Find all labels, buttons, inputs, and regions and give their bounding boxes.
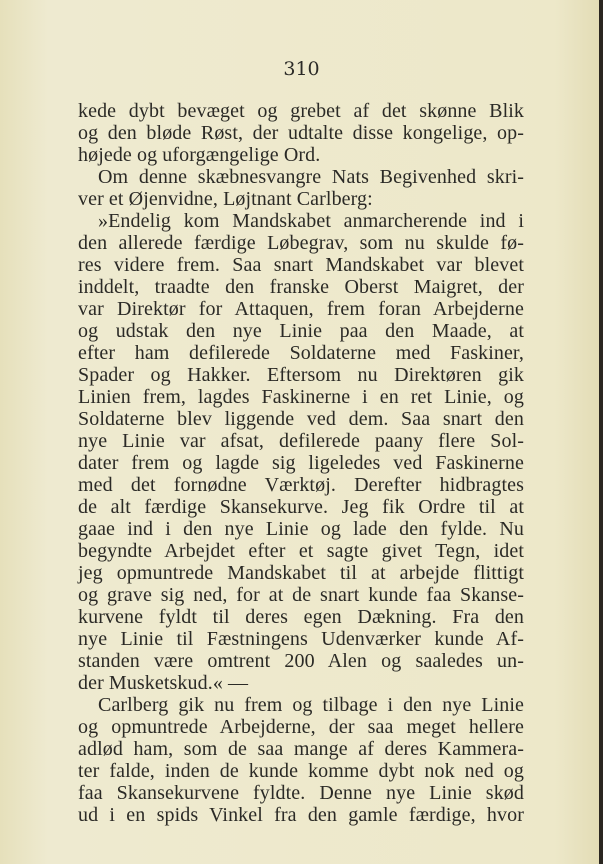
text-line: adlød ham, som de saa mange af deres Kammera- [78,738,524,760]
text-line: den allerede færdige Løbegrav, som nu skulde fø- [78,232,524,254]
text-line: kede dybt bevæget og grebet af det skønne Blik [78,100,524,122]
body-text [78,100,524,826]
text-line: jeg opmuntrede Mandskabet til at arbejde flittigt [78,562,524,584]
text-line: og opmuntrede Arbejderne, der saa meget hellere [78,716,524,738]
text-line: standen være omtrent 200 Alen og saaledes un- [78,650,524,672]
text-line: nye Linie til Fæstningens Udenværker kunde Af- [78,628,524,650]
text-line: og udstak den nye Linie paa den Maade, at [78,320,524,342]
text-line: kurvene fyldt til deres egen Dækning. Fra den [78,606,524,628]
page-number: 310 [283,58,320,80]
text-line: gaae ind i den nye Linie og lade den fylde. Nu [78,518,524,540]
text-line: der Musketskud.« — [78,672,249,694]
text-line: med det fornødne Værktøj. Derefter hidbragtes [78,474,524,496]
text-line: Om denne skæbnesvangre Nats Begivenhed skri- [98,166,524,188]
text-line: højede og uforgængelige Ord. [78,144,321,166]
text-line: Soldaterne blev liggende ved dem. Saa snart den [78,408,524,430]
text-line: faa Skansekurvene fyldte. Denne nye Linie skød [78,782,524,804]
text-line: Spader og Hakker. Eftersom nu Direktøren gik [78,364,524,386]
text-line: efter ham defilerede Soldaterne med Faskiner, [78,342,524,364]
text-line: dater frem og lagde sig ligeledes ved Faskinerne [78,452,524,474]
page-edge-shadow [599,0,603,864]
text-line: var Direktør for Attaquen, frem foran Arbejderne [78,298,524,320]
text-line: og den blødе Røst, der udtalte disse kongelige, op- [78,122,524,144]
text-line: »Endelig kom Mandskabet anmarcherende ind i [98,210,524,232]
text-line: res videre frem. Saa snart Mandskabet var blevet [78,254,524,276]
text-line: nye Linie var afsat, defilerede paany flere Sol- [78,430,524,452]
text-line: Linien frem, lagdes Faskinerne i en ret Linie, og [78,386,524,408]
text-line: ver et Øjenvidne, Løjtnant Carlberg: [78,188,373,210]
text-line: ter falde, inden de kunde komme dybt nok ned og [78,760,524,782]
text-line: de alt færdige Skansekurve. Jeg fik Ordre til at [78,496,524,518]
text-line: ud i en spids Vinkel fra den gamle færdige, hvor [78,804,524,826]
text-line: begyndte Arbejdet efter et sagte givet Tegn, idet [78,540,524,562]
text-line: Carlberg gik nu frem og tilbage i den nye Linie [98,694,524,716]
text-line: og grave sig ned, for at de snart kunde faa Skanse- [78,584,524,606]
text-line: inddelt, traadte den franske Oberst Maigret, der [78,276,524,298]
